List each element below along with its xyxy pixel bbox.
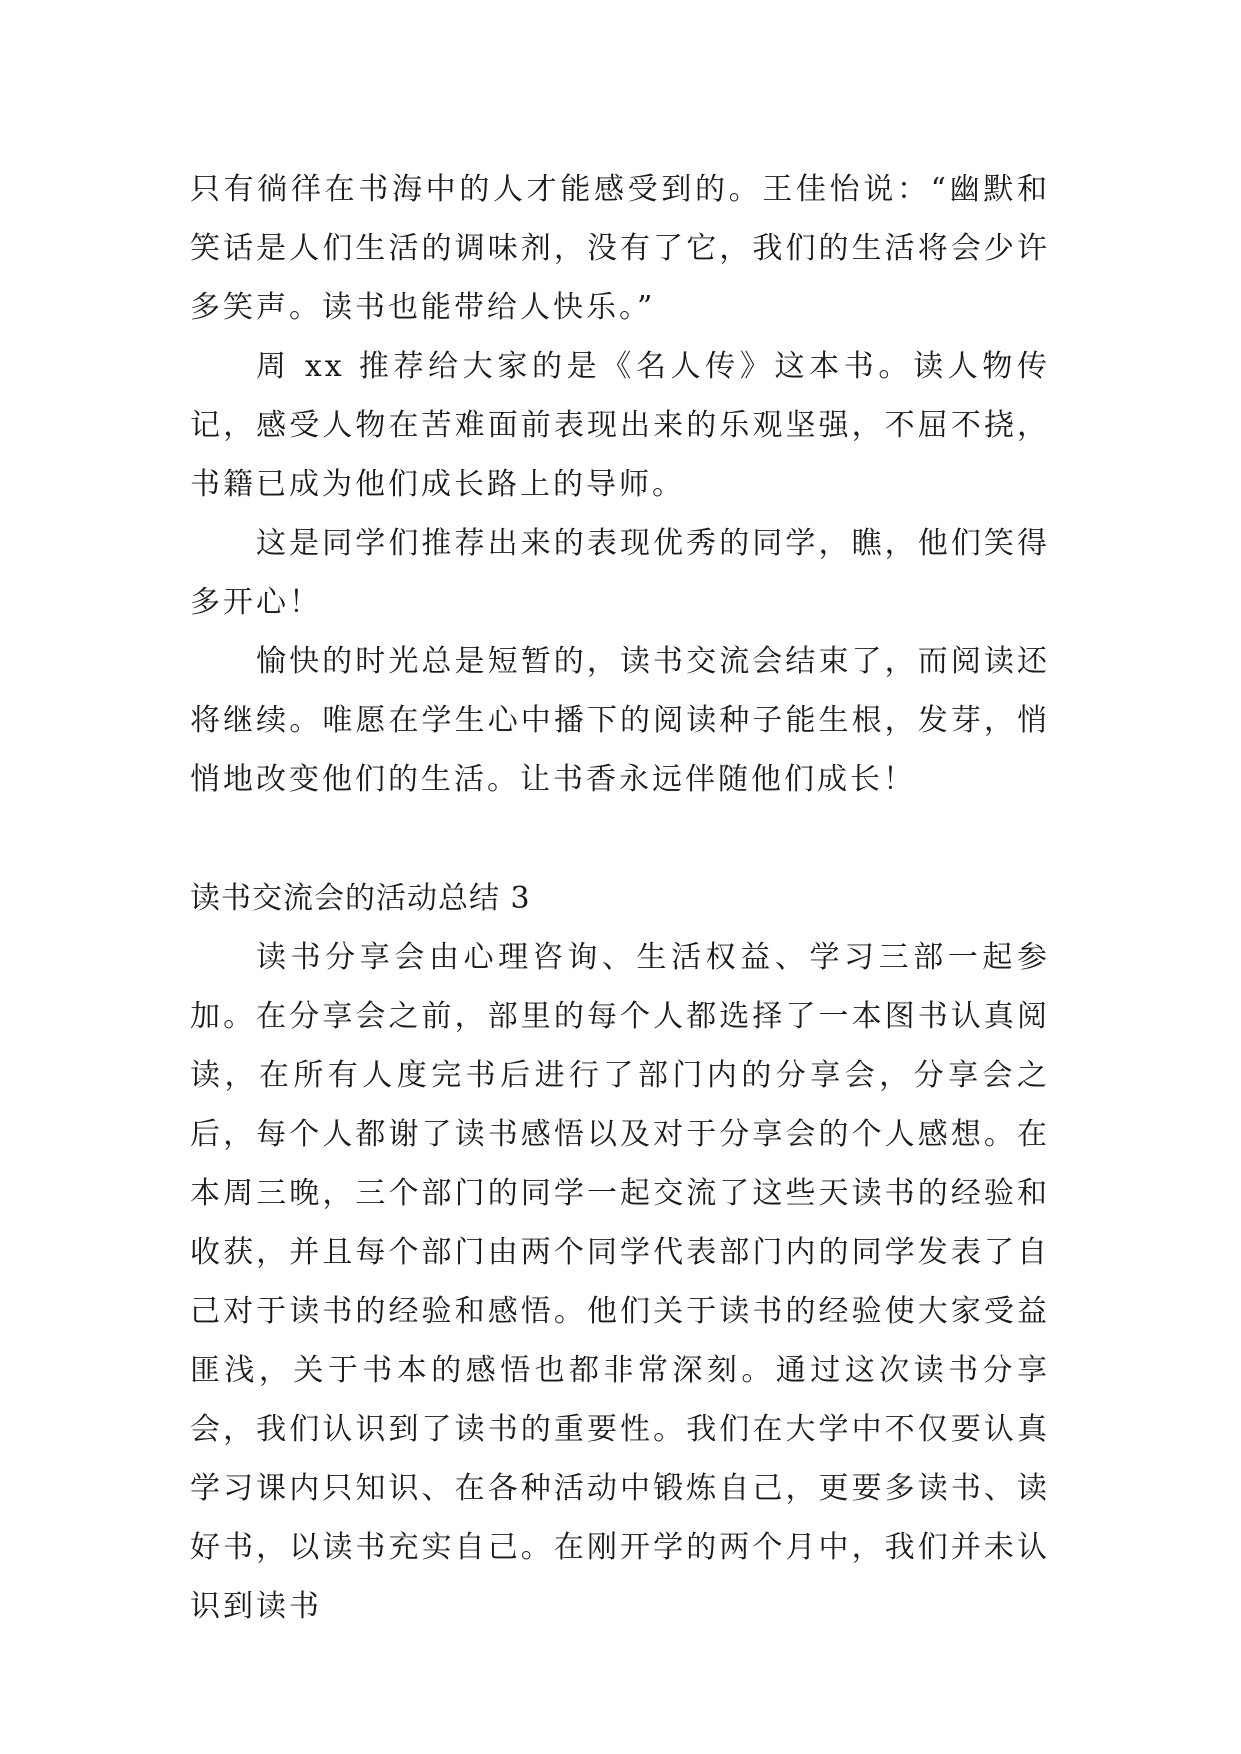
paragraph-continuation: 只有徜徉在书海中的人才能感受到的。王佳怡说：“幽默和笑话是人们生活的调味剂，没有了它，我们的生活将会少许多笑声。读书也能带给人快乐。” bbox=[190, 172, 1050, 325]
document-page bbox=[190, 160, 1050, 1636]
paragraph-sharing-session: 读书分享会由心理咨询、生活权益、学习三部一起参加。在分享会之前，部里的每个人都选择了一本图书认真阅读，在所有人度完书后进行了部门内的分享会，分享会之后，每个人都谢了读书感悟以及对于分享会的个人感想。在本周三晚，三个部门的同学一起交流了这些天读书的经验和收获，并且每个部门由两个同学代表部门内的同学发表了自己对于读书的经验和感悟。他们关于读书的经验使大家受益匪浅，关于书本的感悟也都非常深刻。通过这次读书分享会，我们认识到了读书的重要性。我们在大学中不仅要认真学习课内只知识、在各种活动中锻炼自己，更要多读书、读好书，以读书充实自己。在刚开学的两个月中，我们并未认识到读书 bbox=[190, 940, 1050, 1624]
paragraph-book-recommendation: 周 xx 推荐给大家的是《名人传》这本书。读人物传记，感受人物在苦难面前表现出来的乐观坚强，不屈不挠，书籍已成为他们成长路上的导师。 bbox=[190, 349, 1050, 502]
paragraph-students-photo: 这是同学们推荐出来的表现优秀的同学，瞧，他们笑得多开心！ bbox=[190, 526, 1050, 620]
section-heading: 读书交流会的活动总结 3 bbox=[190, 881, 531, 916]
section-spacer bbox=[190, 809, 1050, 869]
paragraph-closing: 愉快的时光总是短暂的，读书交流会结束了，而阅读还将继续。唯愿在学生心中播下的阅读种子能生根，发芽，悄悄地改变他们的生活。让书香永远伴随他们成长！ bbox=[190, 644, 1050, 797]
